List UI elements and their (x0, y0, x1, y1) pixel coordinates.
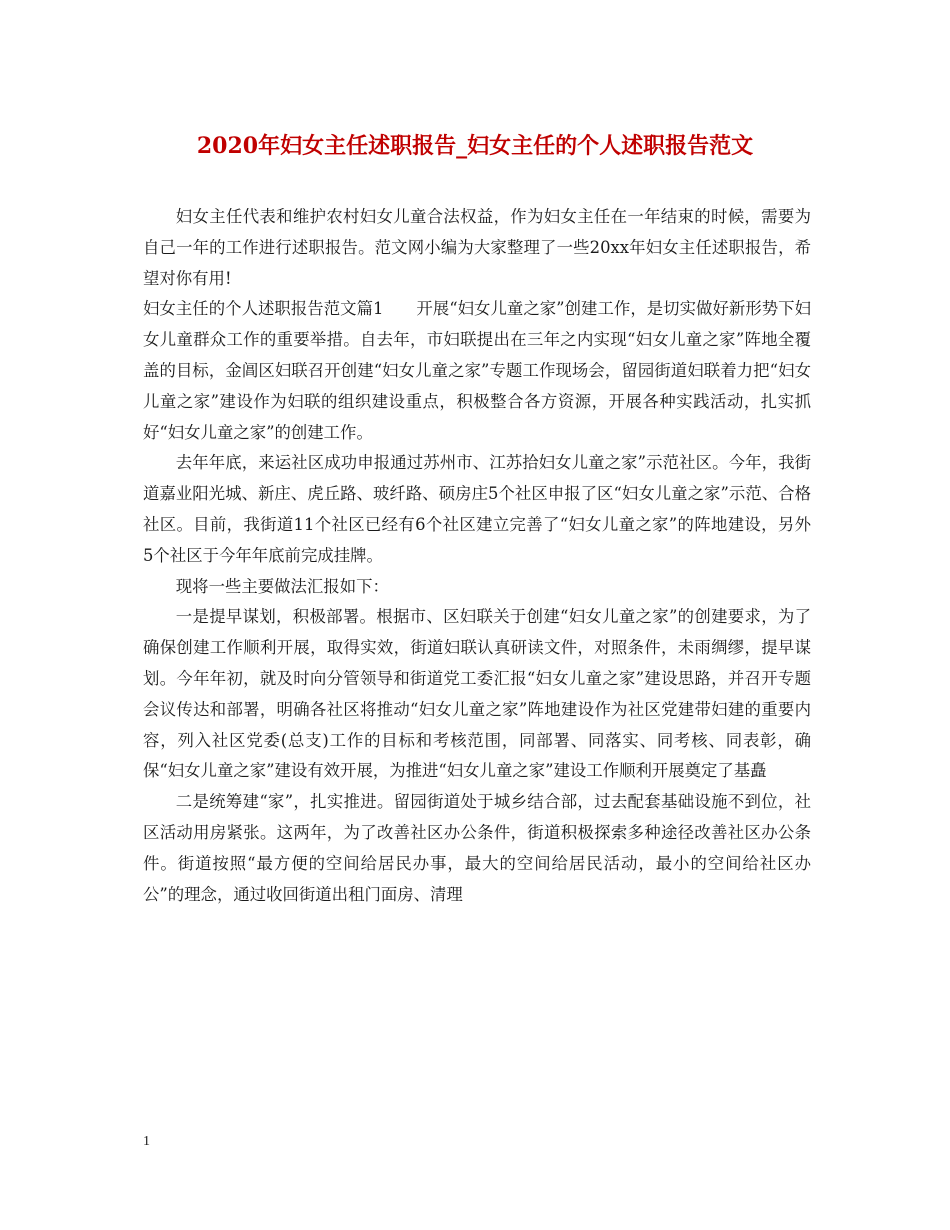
body-paragraph: 去年年底，来运社区成功申报通过苏州市、江苏拾妇女儿童之家”示范社区。今年，我街道嘉业阳光城、新庄、虎丘路、玻纤路、硕房庄5个社区申报了区“妇女儿童之家”示范、合格社区。目前，我街道11个社区已经有6个社区建立完善了“妇女儿童之家”的阵地建设，另外 5个社区于今年年底前完成挂牌。 (143, 453, 811, 565)
page-number: 1 (143, 1134, 150, 1149)
section-heading-paragraph: 妇女主任的个人述职报告范文篇1 开展“妇女儿童之家”创建工作，是切实做好新形势下妇女儿童群众工作的重要举措。自去年，市妇联提出在三年之内实现“妇女儿童之家”阵地全覆盖的目标，金阊区妇联召开创建“妇女儿童之家”专题工作现场会，留园街道妇联着力把“妇女儿童之家”建设作为妇联的组织建设重点，积极整合各方资源，开展各种实践活动，扎实抓好“妇女儿童之家”的创建工作。 (143, 299, 811, 442)
intro-paragraph: 妇女主任代表和维护农村妇女儿童合法权益，作为妇女主任在一年结束的时候，需要为自己一年的工作进行述职报告。范文网小编为大家整理了一些20xx年妇女主任述职报告，希望对你有用! (143, 207, 811, 288)
body-paragraph: 一是提早谋划，积极部署。根据市、区妇联关于创建“妇女儿童之家”的创建要求，为了确保创建工作顺利开展，取得实效，街道妇联认真研读文件，对照条件，未雨绸缪，提早谋划。今年年初，就及时向分管领导和街道党工委汇报“妇女儿童之家”建设思路，并召开专题会议传达和部署，明确各社区将推动“妇女儿童之家”阵地建设作为社区党建带妇建的重要内容，列入社区党委(总支)工作的目标和考核范围，同部署、同落实、同考核、同表彰，确保“妇女儿童之家”建设有效开展，为推进“妇女儿童之家”建设工作顺利开展奠定了基矗 (143, 607, 811, 781)
document-body (143, 202, 811, 910)
document-title: 2020年妇女主任述职报告_妇女主任的个人述职报告范文 (196, 133, 754, 159)
body-paragraph: 二是统筹建“家”，扎实推进。留园街道处于城乡结合部，过去配套基础设施不到位，社区活动用房紧张。这两年，为了改善社区办公条件，街道积极探索多种途径改善社区办公条件。街道按照“最方便的空间给居民办事，最大的空间给居民活动，最小的空间给社区办公”的理念，通过收回街道出租门面房、清理 (143, 792, 811, 904)
body-paragraph: 现将一些主要做法汇报如下： (175, 576, 389, 596)
